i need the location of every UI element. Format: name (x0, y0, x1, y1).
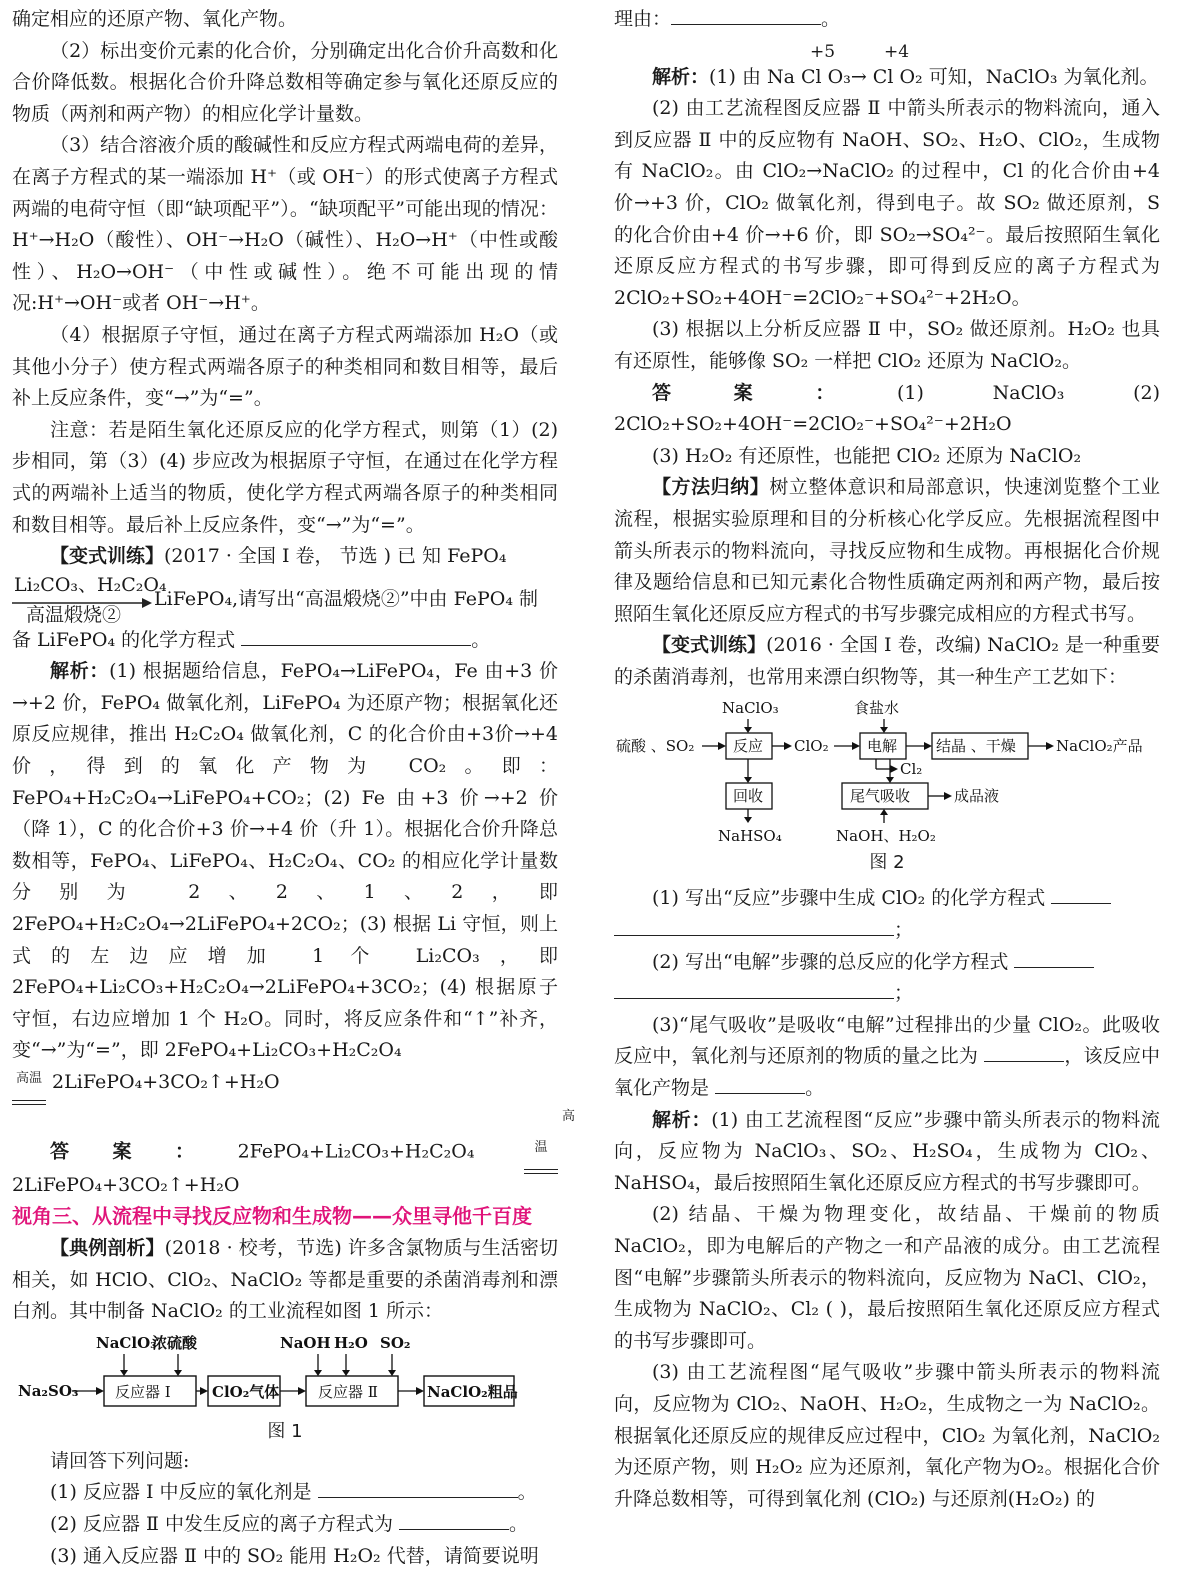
answer-products: 2LiFePO₄+3CO₂↑+H₂O (12, 1173, 240, 1196)
fig2-input-3: NaOH、H₂O₂ (836, 827, 936, 846)
answer-blank[interactable] (1051, 885, 1111, 904)
reason-label: 理由： (614, 8, 672, 30)
double-equals (12, 1100, 46, 1105)
fig1-input-2: 浓硫酸 (152, 1333, 198, 1352)
analysis-text: (1) 由 Na Cl O₃→ Cl O₂ 可知，NaClO₃ 为氧化剂。 (709, 65, 1159, 88)
condition-text: 高温 (15, 1071, 42, 1086)
answer-blank[interactable] (984, 1043, 1064, 1062)
method-paragraph (614, 472, 1160, 630)
example-paragraph (12, 1233, 558, 1328)
answer-blank[interactable] (671, 6, 821, 25)
fig2-input-2: 食盐水 (854, 699, 900, 718)
paragraph: (3) 根据以上分析反应器 Ⅱ 中，SO₂ 做还原剂。H₂O₂ 也具有还原性，能够像 SO₂ 一样把 ClO₂ 还原为 NaClO₂。 (614, 318, 1160, 372)
exercise-text: (2016 · 全国 Ⅰ 卷，改编) NaClO₂ 是一种重要的杀菌消毒剂，也常用来漂白织物等，其一种生产工艺如下： (614, 634, 1160, 688)
right-column (614, 4, 1160, 1515)
method-label: 【方法归纳】 (652, 476, 770, 499)
analysis-label: 解析： (50, 660, 110, 683)
exercise-product: LiFePO₄,请写出“高温煅烧②”中由 FePO₄ 制 (154, 587, 538, 610)
figure-1-caption: 图 1 (267, 1420, 303, 1442)
fig1-box4: NaClO₂粗品 (427, 1382, 518, 1401)
answer-blank[interactable] (715, 1075, 805, 1094)
exercise-label: 【变式训练】 (50, 545, 165, 568)
fig1-start: Na₂SO₃ (18, 1381, 79, 1400)
equals-condition (524, 1107, 576, 1170)
condition-text: 高温 (534, 1108, 576, 1156)
fig2-product: NaClO₂产品 (1056, 737, 1143, 756)
oxidation-states (614, 36, 1160, 62)
question-1-continuation (614, 915, 1160, 947)
solution-label: 解析： (652, 1108, 712, 1131)
reason-line (614, 4, 1160, 36)
solution-paragraph (614, 1105, 1160, 1200)
fig2-start: 硫酸 、SO₂ (616, 737, 695, 756)
question-text: (2) 写出“电解”步骤的总反应的化学方程式 (652, 950, 1009, 973)
answer-reactants: 2FePO₄+Li₂CO₃+H₂C₂O₄ (237, 1140, 475, 1163)
section-heading: 视角三、从流程中寻找反应物和生成物——众里寻他千百度 (12, 1204, 532, 1229)
answer-blank[interactable] (318, 1479, 518, 1498)
question-3: (3) 通入反应器 Ⅱ 中的 SO₂ 能用 H₂O₂ 代替，请简要说明 (50, 1544, 539, 1567)
figure-2-caption: 图 2 (869, 852, 905, 874)
question-1 (12, 1477, 558, 1509)
answer-blank[interactable] (1014, 949, 1094, 968)
oxidation-state-cl-product: +4 (884, 41, 910, 62)
exercise-label: 【变式训练】 (652, 634, 767, 657)
answer-blank[interactable] (614, 980, 894, 999)
fig1-input-3: NaOH (280, 1333, 331, 1352)
answer-line (614, 378, 1160, 441)
answer-line-3: (3) H₂O₂ 有还原性，也能把 ClO₂ 还原为 NaClO₂ (652, 444, 1082, 467)
answer-text: (1) NaClO₃ (2) 2ClO₂+SO₂+4OH⁻=2ClO₂⁻+SO₄²⁻+2H₂O (614, 381, 1160, 436)
equals-condition (12, 1069, 46, 1101)
period: 。 (821, 8, 841, 30)
paragraph: 确定相应的还原产物、氧化产物。 (12, 8, 298, 30)
period: 。 (805, 1077, 825, 1100)
paragraph: (2) 由工艺流程图反应器 Ⅱ 中箭头所表示的物料流向，通入到反应器 Ⅱ 中的反应物有 NaOH、SO₂、H₂O、ClO₂，生成物有 NaClO₂。由 ClO₂→NaClO₂ 的过程中，Cl 的化合价由+4 价→+3 价，ClO₂ 做氧化剂，得到电子。故 SO₂ 做还原剂，S 的化合价由+4 价→+6 价，即 SO₂→SO₄²⁻。最后按照陌生氧化还原反应方程式的书写步骤，即可得到反应的离子方程式为 2ClO₂+SO₂+4OH⁻=2ClO₂⁻+SO₄²⁻+2H₂O。 (614, 97, 1160, 309)
exercise-paragraph (12, 541, 558, 573)
question-text: (1) 写出“反应”步骤中生成 ClO₂ 的化学方程式 (652, 887, 1046, 910)
fig2-out-2: 成品液 (954, 787, 1000, 806)
question-text: ，该反应中氧化产物是 (614, 1045, 1160, 1100)
fig1-input-1: NaClO₃ (96, 1333, 157, 1352)
fig2-input-1: NaClO₃ (722, 699, 779, 718)
analysis-paragraph (12, 656, 558, 1067)
double-equals (524, 1169, 558, 1174)
oxidation-state-cl: +5 (810, 41, 836, 62)
fig2-mid: ClO₂ (794, 737, 829, 756)
arrow-condition-bottom: 高温煅烧② (26, 603, 122, 626)
fig2-box2: 电解 (867, 737, 898, 756)
paragraph: （2）标出变价元素的化合价，分别确定出化合价升高数和化合价降低数。根据化合价升降总数相等确定参与氧化还原反应的物质（两剂和两产物）的相应化学计量数。 (12, 39, 558, 125)
analysis-text: (1) 根据题给信息，FePO₄→LiFePO₄，Fe 由+3 价→+2 价，FePO₄ 做氧化剂，LiFePO₄ 为还原产物；根据氧化还原反应规律，推出 H₂C₂O₄ 做氧化剂，C 的化合价由+3价→+4 价，得到的氧化产物为 CO₂。即：FePO₄+H₂C₂O₄→LiFePO₄+CO₂；(2) Fe 由+3 价→+2 价（降 1），C 的化合价+3 价→+4 价（升 1）。根据化合价升降总数相等，FePO₄、LiFePO₄、H₂C₂O₄、CO₂ 的相应化学计量数分别为 2、2、1、2，即 2FePO₄+H₂C₂O₄→2LiFePO₄+2CO₂；(3) 根据 Li 守恒，则上式的左边应增加 1 个 Li₂CO₃，即 2FePO₄+Li₂CO₃+H₂C₂O₄→2LiFePO₄+3CO₂；(4) 根据原子守恒，右边应增加 1 个 H₂O。同时，将反应条件和“↑”补齐，变“→”为“=”，即 2FePO₄+Li₂CO₃+H₂C₂O₄ (12, 660, 558, 1062)
fig2-box1: 反应 (733, 737, 764, 756)
question-text: (3)“尾气吸收”是吸收“电解”过程排出的少量 ClO₂。此吸收反应中，氧化剂与还原剂的物质的量之比为 (614, 1013, 1160, 1068)
fig2-box3: 结晶 、干燥 (936, 737, 1016, 756)
analysis-label: 解析： (652, 65, 710, 88)
fig2-out-1: NaHSO₄ (718, 827, 782, 846)
fig2-cl2: Cl₂ (900, 760, 923, 779)
exercise-paragraph (614, 630, 1160, 693)
equation-line (12, 1067, 558, 1101)
example-label: 【典例剖析】 (50, 1236, 165, 1259)
paragraph: (3) 由工艺流程图“尾气吸收”步骤中箭头所表示的物料流向，反应物为 ClO₂、NaOH、H₂O₂，生成物之一为 NaClO₂。根据氧化还原反应的规律反应过程中，ClO₂ 为氧化剂，NaClO₂ 为还原产物，则 H₂O₂ 应为还原剂，氧化产物为O₂。根据化合价升降总数相等，可得到氧化剂 (ClO₂) 与还原剂(H₂O₂) 的 (614, 1361, 1160, 1510)
note-paragraph: 注意：若是陌生氧化还原反应的化学方程式，则第（1）(2) 步相同，第（3）(4) 步应改为根据原子守恒，在通过在化学方程式的两端补上适当的物质，使化学方程式两端各原子的种类相同和数目相等。最后补上反应条件，变“→”为“=”。 (12, 418, 558, 536)
question-2 (614, 947, 1160, 979)
question-text: 备 LiFePO₄ 的化学方程式 (12, 628, 236, 651)
question-text: (1) 反应器 Ⅰ 中反应的氧化剂是 (50, 1481, 312, 1504)
question-intro: 请回答下列问题: (50, 1449, 190, 1472)
answer-blank[interactable] (241, 627, 471, 646)
fig1-box3: 反应器 Ⅱ (318, 1382, 378, 1401)
question-2-continuation (614, 978, 1160, 1010)
equation-product: 2LiFePO₄+3CO₂↑+H₂O (52, 1071, 280, 1093)
flowchart-figure-1 (12, 1332, 558, 1416)
period: 。 (517, 1481, 537, 1504)
method-text: 树立整体意识和局部意识，快速浏览整个工业流程，根据实验原理和目的分析核心化学反应。先根据流程图中箭头所表示的物料流向，寻找反应物和生成物。再根据化合价规律及题给信息和已知元素化合物性质确定两剂和两产物，最后按照陌生氧化还原反应方程式的书写步骤完成相应的方程式书写。 (614, 476, 1160, 625)
example-text: (2018 · 校考，节选) 许多含氯物质与生活密切相关，如 HClO、ClO₂、NaClO₂ 等都是重要的杀菌消毒剂和漂白剂。其中制备 NaClO₂ 的工业流程如图 1 所示： (12, 1236, 558, 1323)
reaction-arrow-line (12, 573, 558, 625)
analysis-paragraph (614, 62, 1160, 94)
exercise-intro: (2017 · 全国 Ⅰ 卷， 节选 ) 已 知 FePO₄ (164, 545, 507, 568)
answer-line (12, 1107, 576, 1202)
fig1-box2: ClO₂气体 (212, 1382, 280, 1401)
fig2-box4: 回收 (733, 787, 764, 806)
solution-text: (1) 由工艺流程图“反应”步骤中箭头所表示的物料流向，反应物为 NaClO₃、SO₂、H₂SO₄，生成物为 ClO₂、NaHSO₄，最后按照陌生氧化还原反应方程式的书写步骤即可。 (614, 1108, 1160, 1194)
answer-blank[interactable] (399, 1511, 509, 1530)
semicolon: ； (894, 982, 914, 1005)
left-column (12, 4, 576, 1572)
question-1 (614, 883, 1160, 915)
question-2 (12, 1509, 558, 1541)
answer-label: 答案： (652, 381, 897, 404)
paragraph: （3）结合溶液介质的酸碱性和反应方程式两端电荷的差异，在离子方程式的某一端添加 H⁺（或 OH⁻）的形式使离子方程式两端的电荷守恒（即“缺项配平”）。“缺项配平”可能出现的情况：H⁺→H₂O（酸性）、OH⁻→H₂O（碱性）、H₂O→H⁺（中性或酸性）、H₂O→OH⁻（中性或碱性）。绝不可能出现的情况:H⁺→OH⁻或者 OH⁻→H⁺。 (12, 134, 558, 315)
answer-blank[interactable] (614, 917, 894, 936)
period: 。 (509, 1512, 529, 1535)
question-text: (2) 反应器 Ⅱ 中发生反应的离子方程式为 (50, 1512, 393, 1535)
fig1-input-4: H₂O (334, 1333, 368, 1352)
exercise-question (12, 625, 558, 657)
arrow-condition-top: Li₂CO₃、H₂C₂O₄ (14, 573, 167, 596)
flowchart-figure-2 (614, 697, 1160, 847)
paragraph: (2) 结晶、干燥为物理变化，故结晶、干燥前的物质 NaClO₂，即为电解后的产物之一和产品液的成分。由工艺流程图“电解”步骤箭头所表示的物料流向，反应物为 NaCl、ClO₂，生成物为 NaClO₂、Cl₂ ( )，最后按照陌生氧化还原反应方程式的书写步骤即可。 (614, 1203, 1160, 1352)
fig1-box1: 反应器 Ⅰ (115, 1382, 171, 1401)
answer-label: 答案： (50, 1140, 238, 1163)
fig1-input-5: SO₂ (380, 1333, 411, 1352)
question-3 (614, 1010, 1160, 1105)
period: 。 (471, 628, 491, 651)
paragraph: （4）根据原子守恒，通过在离子方程式两端添加 H₂O（或其他小分子）使方程式两端各原子的种类相同和数目相等，最后补上反应条件，变“→”为“=”。 (12, 323, 558, 410)
semicolon: ； (894, 919, 914, 942)
fig2-box5: 尾气吸收 (850, 787, 911, 806)
